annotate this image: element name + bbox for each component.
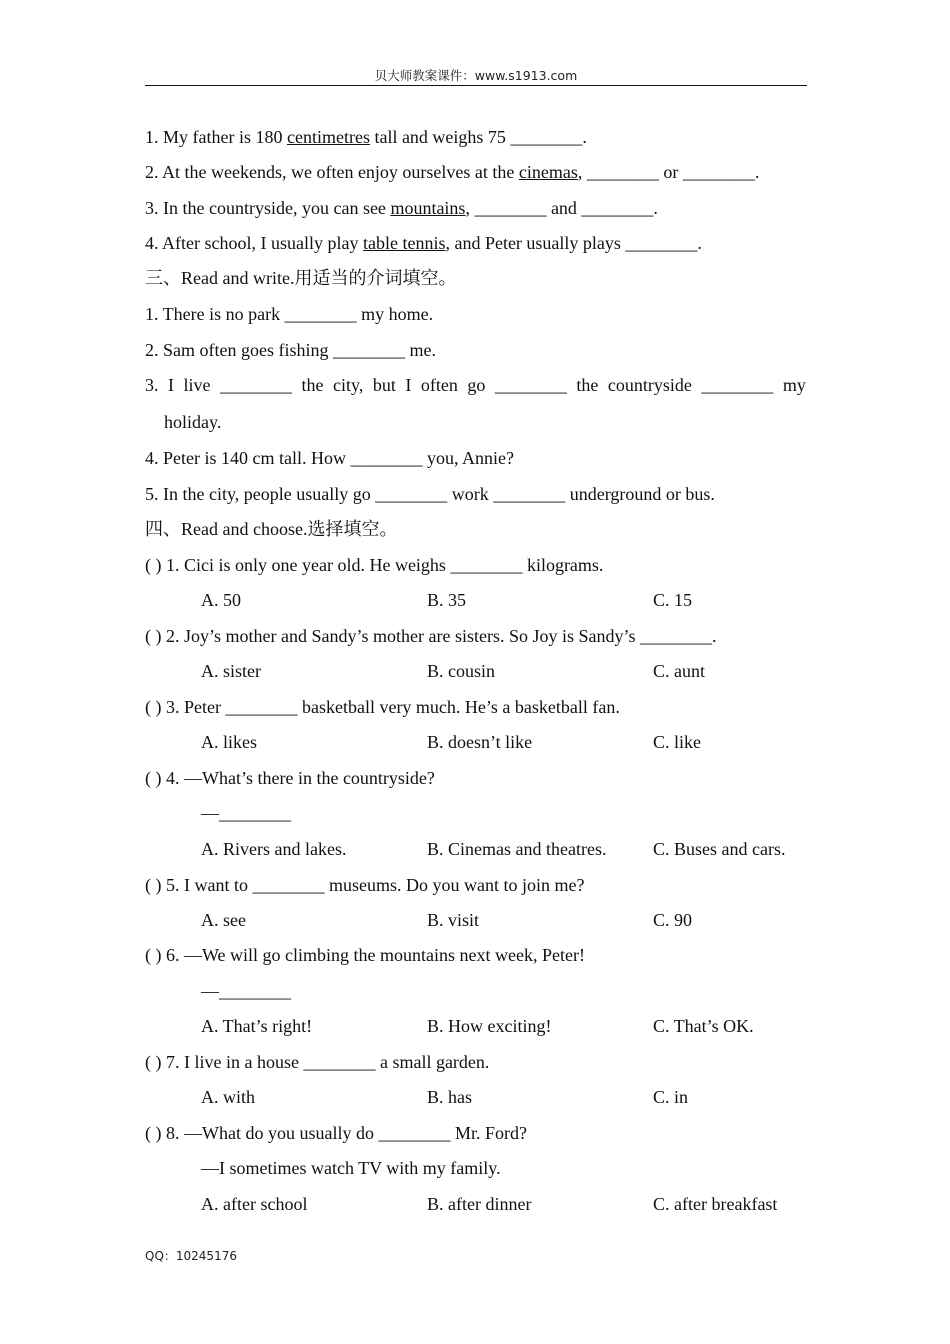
s4-question-8: ( ) 8. —What do you usually do ________ Mr. Ford? [145, 1123, 527, 1143]
option-a: A. with [201, 1087, 255, 1107]
option-c: C. aunt [653, 661, 705, 681]
header-divider [145, 85, 807, 86]
option-a: A. That’s right! [201, 1016, 313, 1036]
option-b: B. has [427, 1087, 472, 1107]
option-a: A. Rivers and lakes. [201, 839, 347, 859]
option-a: A. 50 [201, 590, 241, 610]
underlined-word: cinemas [518, 162, 578, 182]
s3-question-3: 3. I live ________ the city, but I often go ________ the countryside ________ my [145, 375, 806, 395]
option-b: B. How exciting! [427, 1016, 552, 1036]
reply-line: —I sometimes watch TV with my family. [201, 1158, 501, 1178]
option-c: C. 15 [653, 590, 693, 610]
s4-question-2: ( ) 2. Joy’s mother and Sandy’s mother are sisters. So Joy is Sandy’s ________. [145, 626, 717, 646]
section4-title: 四、Read and choose.选择填空。 [145, 519, 398, 539]
s3-question-3-cont: holiday. [164, 412, 222, 432]
s3-question-2: 2. Sam often goes fishing ________ me. [145, 340, 436, 360]
option-a: A. after school [201, 1194, 308, 1214]
reply-line: —________ [201, 803, 291, 823]
s4-question-7: ( ) 7. I live in a house ________ a small garden. [145, 1052, 490, 1072]
option-c: C. in [653, 1087, 689, 1107]
option-b: B. 35 [427, 590, 467, 610]
option-b: B. doesn’t like [427, 732, 533, 752]
option-c: C. like [653, 732, 701, 752]
s4-question-5: ( ) 5. I want to ________ museums. Do you want to join me? [145, 875, 585, 895]
reply-line: —________ [201, 981, 291, 1001]
s3-question-5: 5. In the city, people usually go ________ work ________ underground or bus. [145, 484, 715, 504]
underlined-word: mountains [390, 198, 466, 218]
underlined-word: table tennis [362, 233, 446, 253]
s4-question-6: ( ) 6. —We will go climbing the mountains next week, Peter! [145, 945, 585, 965]
s2-question-3: 3. In the countryside, you can see mountains, ________ and ________. [145, 198, 658, 218]
s2-question-2: 2. At the weekends, we often enjoy ourselves at the cinemas, ________ or ________. [145, 162, 760, 182]
option-c: C. That’s OK. [653, 1016, 754, 1036]
s4-question-3: ( ) 3. Peter ________ basketball very much. He’s a basketball fan. [145, 697, 620, 717]
page-footer: QQ：10245176 [145, 1249, 237, 1263]
s3-question-1: 1. There is no park ________ my home. [145, 304, 434, 324]
option-b: B. cousin [427, 661, 496, 681]
option-c: C. Buses and cars. [653, 839, 786, 859]
option-b: B. visit [427, 910, 480, 930]
s4-question-1: ( ) 1. Cici is only one year old. He weighs ________ kilograms. [145, 555, 604, 575]
option-a: A. see [201, 910, 246, 930]
option-a: A. sister [201, 661, 261, 681]
s2-question-1: 1. My father is 180 centimetres tall and weighs 75 ________. [145, 127, 587, 147]
s3-question-4: 4. Peter is 140 cm tall. How ________ you, Annie? [145, 448, 514, 468]
option-b: B. Cinemas and theatres. [427, 839, 607, 859]
underlined-word: centimetres [286, 127, 370, 147]
option-b: B. after dinner [427, 1194, 532, 1214]
option-a: A. likes [201, 732, 257, 752]
option-c: C. 90 [653, 910, 693, 930]
s4-question-4: ( ) 4. —What’s there in the countryside? [145, 768, 435, 788]
s2-question-4: 4. After school, I usually play table tennis, and Peter usually plays ________. [145, 233, 702, 253]
option-c: C. after breakfast [653, 1194, 778, 1214]
page-header: 贝大师教案课件：www.s1913.com [374, 68, 578, 83]
section3-title: 三、Read and write.用适当的介词填空。 [145, 268, 457, 288]
